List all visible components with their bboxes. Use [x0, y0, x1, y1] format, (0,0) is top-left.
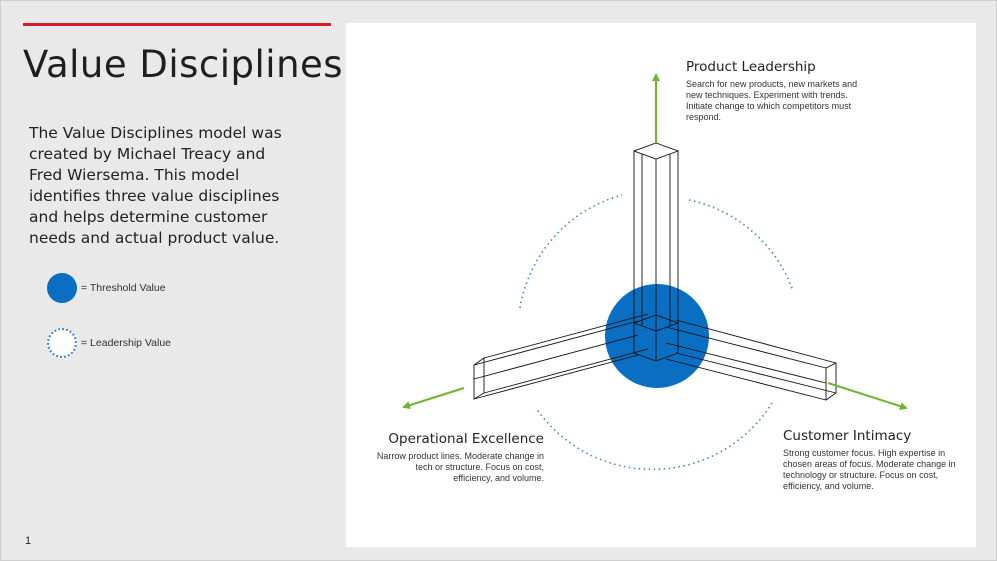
product-leadership-label [686, 59, 876, 123]
product-leadership-title: Product Leadership [686, 59, 816, 75]
operational-excellence-description: Narrow product lines. Moderate change in tech or structure. Focus on cost, efficiency, and volume. [376, 451, 544, 483]
legend-leadership-label: = Leadership Value [81, 337, 171, 349]
diagram-panel [346, 23, 976, 547]
operational-excellence-title: Operational Excellence [388, 431, 544, 447]
legend-threshold-label: = Threshold Value [81, 282, 166, 294]
slide-title: Value Disciplines [23, 43, 344, 86]
title-accent-bar [23, 23, 331, 26]
legend-leadership [47, 328, 171, 358]
operational-excellence-label [376, 431, 544, 484]
customer-intimacy-label [783, 428, 963, 492]
product-leadership-description: Search for new products, new markets and new techniques. Experiment with trends. Initiate change to which competitors must respond. [686, 79, 858, 122]
legend-threshold [47, 273, 166, 303]
operational-excellence-arrow [404, 388, 464, 407]
page-number: 1 [25, 535, 32, 547]
customer-intimacy-arrow [828, 383, 906, 408]
dotted-circle-icon [47, 328, 77, 358]
threshold-value-circle [605, 284, 709, 388]
customer-intimacy-description: Strong customer focus. High expertise in chosen areas of focus. Moderate change in technology or structure. Focus on cost, efficiency, and volume. [783, 448, 956, 491]
solid-circle-icon [47, 273, 77, 303]
customer-intimacy-title: Customer Intimacy [783, 428, 912, 444]
intro-paragraph: The Value Disciplines model was created by Michael Treacy and Fred Wiersema. This model identifies three value disciplines and helps determine customer needs and actual product value. [29, 124, 282, 247]
